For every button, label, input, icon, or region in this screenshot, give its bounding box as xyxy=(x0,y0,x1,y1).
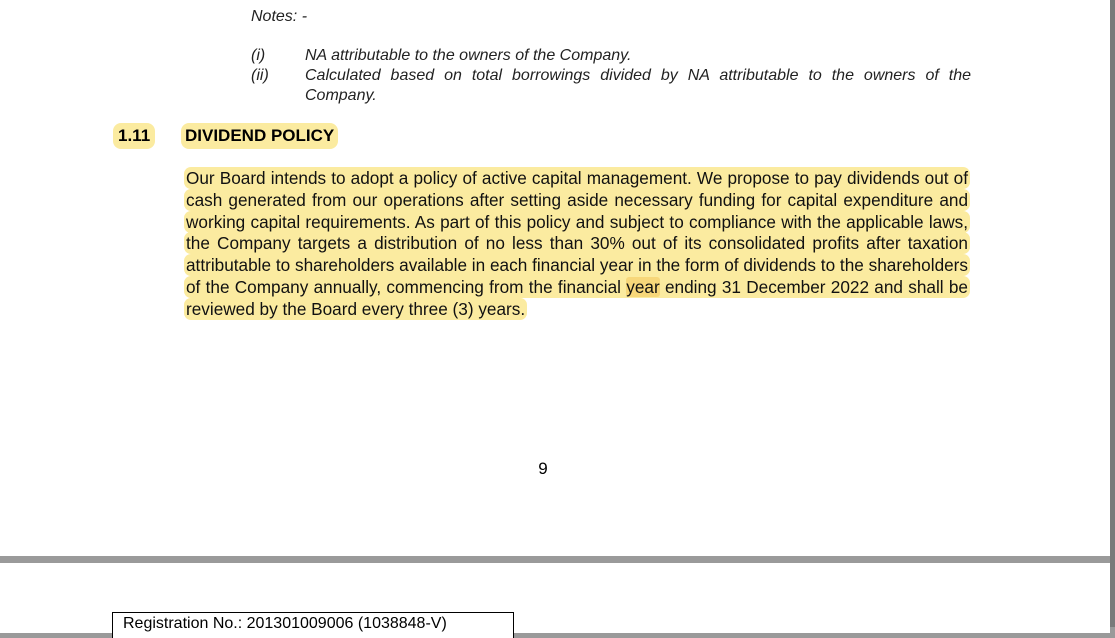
viewer-scrollbar-edge[interactable] xyxy=(1110,0,1115,627)
page-number: 9 xyxy=(538,459,548,478)
notes-label: Notes: - xyxy=(251,8,308,25)
note-number: (ii) xyxy=(251,67,269,84)
note-text: Calculated based on total borrowings divided by NA attributable to the owners of the Company. xyxy=(305,67,971,104)
note-text: NA attributable to the owners of the Company. xyxy=(305,47,632,64)
highlighted-text xyxy=(184,167,970,320)
paragraph-text-after: ending 31 December 2022 and shall be reviewed by the Board every three (3) years. xyxy=(186,276,968,319)
registration-number-box: Registration No.: 201301009006 (1038848-V) xyxy=(112,612,514,638)
section-number: 1.11 xyxy=(113,123,155,149)
note-number: (i) xyxy=(251,47,266,64)
strong-highlight-word: year xyxy=(626,276,660,297)
paragraph-text-before: Our Board intends to adopt a policy of active capital management. We propose to pay dividends out of cash generated from our operations after setting aside necessary funding for capital expenditure and working capital requirements. As part of this policy and subject to compliance with the applicable laws, the Company targets a distribution of no less than 30% out of its consolidated profits after taxation attributable to shareholders available in each financial year in the form of dividends to the shareholders of the Company annually, commencing from the financial xyxy=(186,168,968,297)
dividend-policy-paragraph xyxy=(184,168,970,321)
section-title: DIVIDEND POLICY xyxy=(181,123,338,149)
